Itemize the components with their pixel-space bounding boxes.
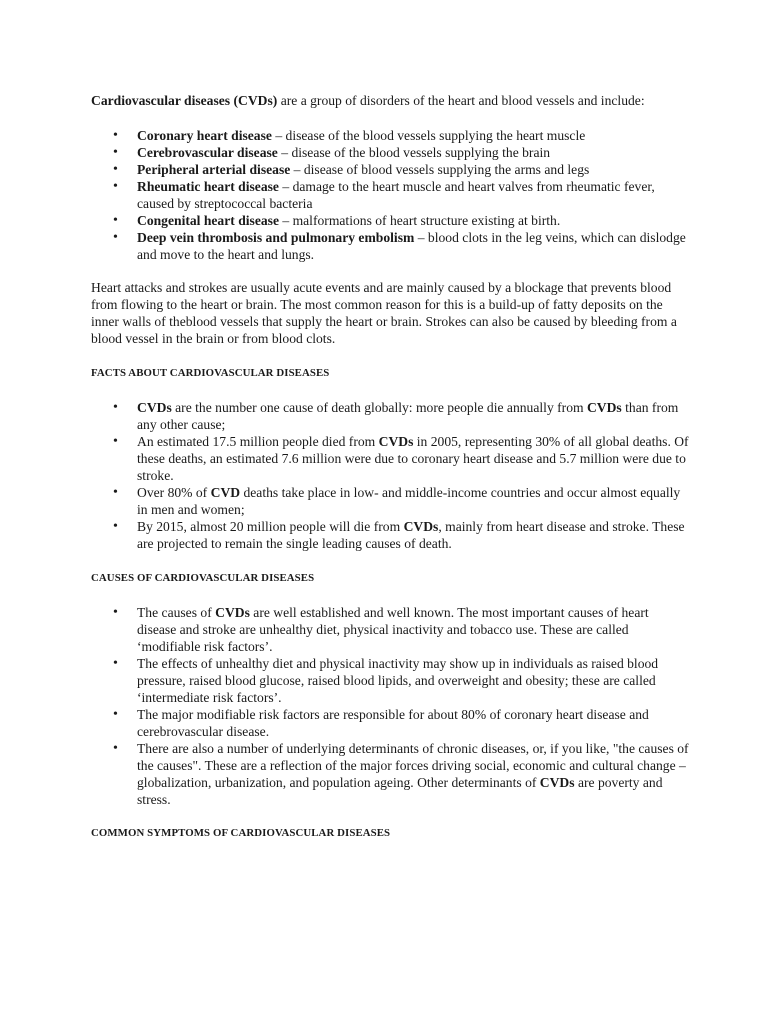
item-text: deaths take place in low- and middle-income countries and occur almost equally in men and women; (137, 485, 681, 517)
item-bold: CVDs (403, 519, 439, 534)
intro-paragraph (91, 92, 691, 109)
item-bold: CVD (210, 485, 241, 500)
item-bold: CVDs (378, 434, 414, 449)
list-item (91, 655, 691, 706)
intro-text: are a group of disorders of the heart and blood vessels and include: (277, 93, 645, 108)
item-text: – malformations of heart structure existing at birth. (278, 213, 561, 228)
item-bold: CVDs (539, 775, 575, 790)
symptoms-heading: COMMON SYMPTOMS OF CARDIOVASCULAR DISEASES (91, 827, 391, 839)
list-item (91, 127, 691, 144)
list-item (91, 740, 691, 808)
item-bold: CVDs (137, 400, 172, 415)
item-text: , mainly from heart disease and stroke. These are projected to remain the single leading causes of death. (137, 519, 685, 551)
item-text: are well established and well known. The most important causes of heart disease and stroke are unhealthy diet, physical inactivity and tobacco use. These are called ‘modifiable risk factors’. (137, 605, 649, 654)
list-item (91, 604, 691, 655)
item-term: Deep vein thrombosis and pulmonary embolism (137, 230, 415, 245)
item-text: – disease of the blood vessels supplying the heart muscle (271, 128, 586, 143)
disease-types-list (91, 127, 691, 263)
list-item (91, 518, 691, 552)
item-text: The major modifiable risk factors are responsible for about 80% of coronary heart disease and cerebrovascular disease. (137, 707, 649, 739)
item-term: Congenital heart disease (137, 213, 279, 228)
item-text: By 2015, almost 20 million people will die from (137, 519, 404, 534)
item-bold: CVDs (215, 605, 250, 620)
item-text: in 2005, representing 30% of all global deaths. Of these deaths, an estimated 7.6 million were due to coronary heart disease and 5.7 million were due to stroke. (137, 434, 689, 483)
item-term: Peripheral arterial disease (137, 162, 291, 177)
list-item (91, 484, 691, 518)
item-text: The causes of (137, 605, 216, 620)
item-text: – disease of the blood vessels supplying the brain (277, 145, 551, 160)
item-term: Cerebrovascular disease (137, 145, 278, 160)
list-item (91, 433, 691, 484)
item-text: than from any other cause; (137, 400, 679, 432)
item-text: are the number one cause of death globally: more people die annually from (171, 400, 587, 415)
item-text: – damage to the heart muscle and heart valves from rheumatic fever, caused by streptococcal bacteria (137, 179, 655, 211)
item-term: Coronary heart disease (137, 128, 272, 143)
item-bold: CVDs (586, 400, 622, 415)
item-text: – disease of blood vessels supplying the arms and legs (290, 162, 590, 177)
list-item (91, 212, 691, 229)
list-item (91, 706, 691, 740)
item-text: Over 80% of (137, 485, 211, 500)
list-item (91, 178, 691, 212)
intro-term: Cardiovascular diseases (CVDs) (91, 93, 278, 108)
item-term: Rheumatic heart disease (137, 179, 279, 194)
list-item (91, 161, 691, 178)
list-item (91, 144, 691, 161)
causes-heading: CAUSES OF CARDIOVASCULAR DISEASES (91, 572, 315, 584)
list-item (91, 399, 691, 433)
causes-list (91, 604, 691, 808)
item-text: There are also a number of underlying determinants of chronic diseases, or, if you like, "the causes of the causes". These are a reflection of the major forces driving social, economic and cultural change – globalization, urbanization, and population ageing. Other determinants of (137, 741, 689, 790)
facts-list (91, 399, 691, 552)
item-text: – blood clots in the leg veins, which can dislodge and move to the heart and lungs. (137, 230, 686, 262)
list-item (91, 229, 691, 263)
item-text: are poverty and stress. (137, 775, 663, 807)
item-text: An estimated 17.5 million people died from (137, 434, 379, 449)
facts-heading: FACTS ABOUT CARDIOVASCULAR DISEASES (91, 367, 330, 379)
item-text: The effects of unhealthy diet and physical inactivity may show up in individuals as raised blood pressure, raised blood glucose, raised blood lipids, and overweight and obesity; these are called ‘intermediate risk factors’. (137, 656, 659, 705)
document-body (91, 92, 691, 842)
acute-events-paragraph: Heart attacks and strokes are usually acute events and are mainly caused by a blockage that prevents blood from flowing to the heart or brain. The most common reason for this is a build-up of fatty deposits on the inner walls of theblood vessels that supply the heart or brain. Strokes can also be caused by bleeding from a blood vessel in the brain or from blood clots. (91, 280, 677, 346)
